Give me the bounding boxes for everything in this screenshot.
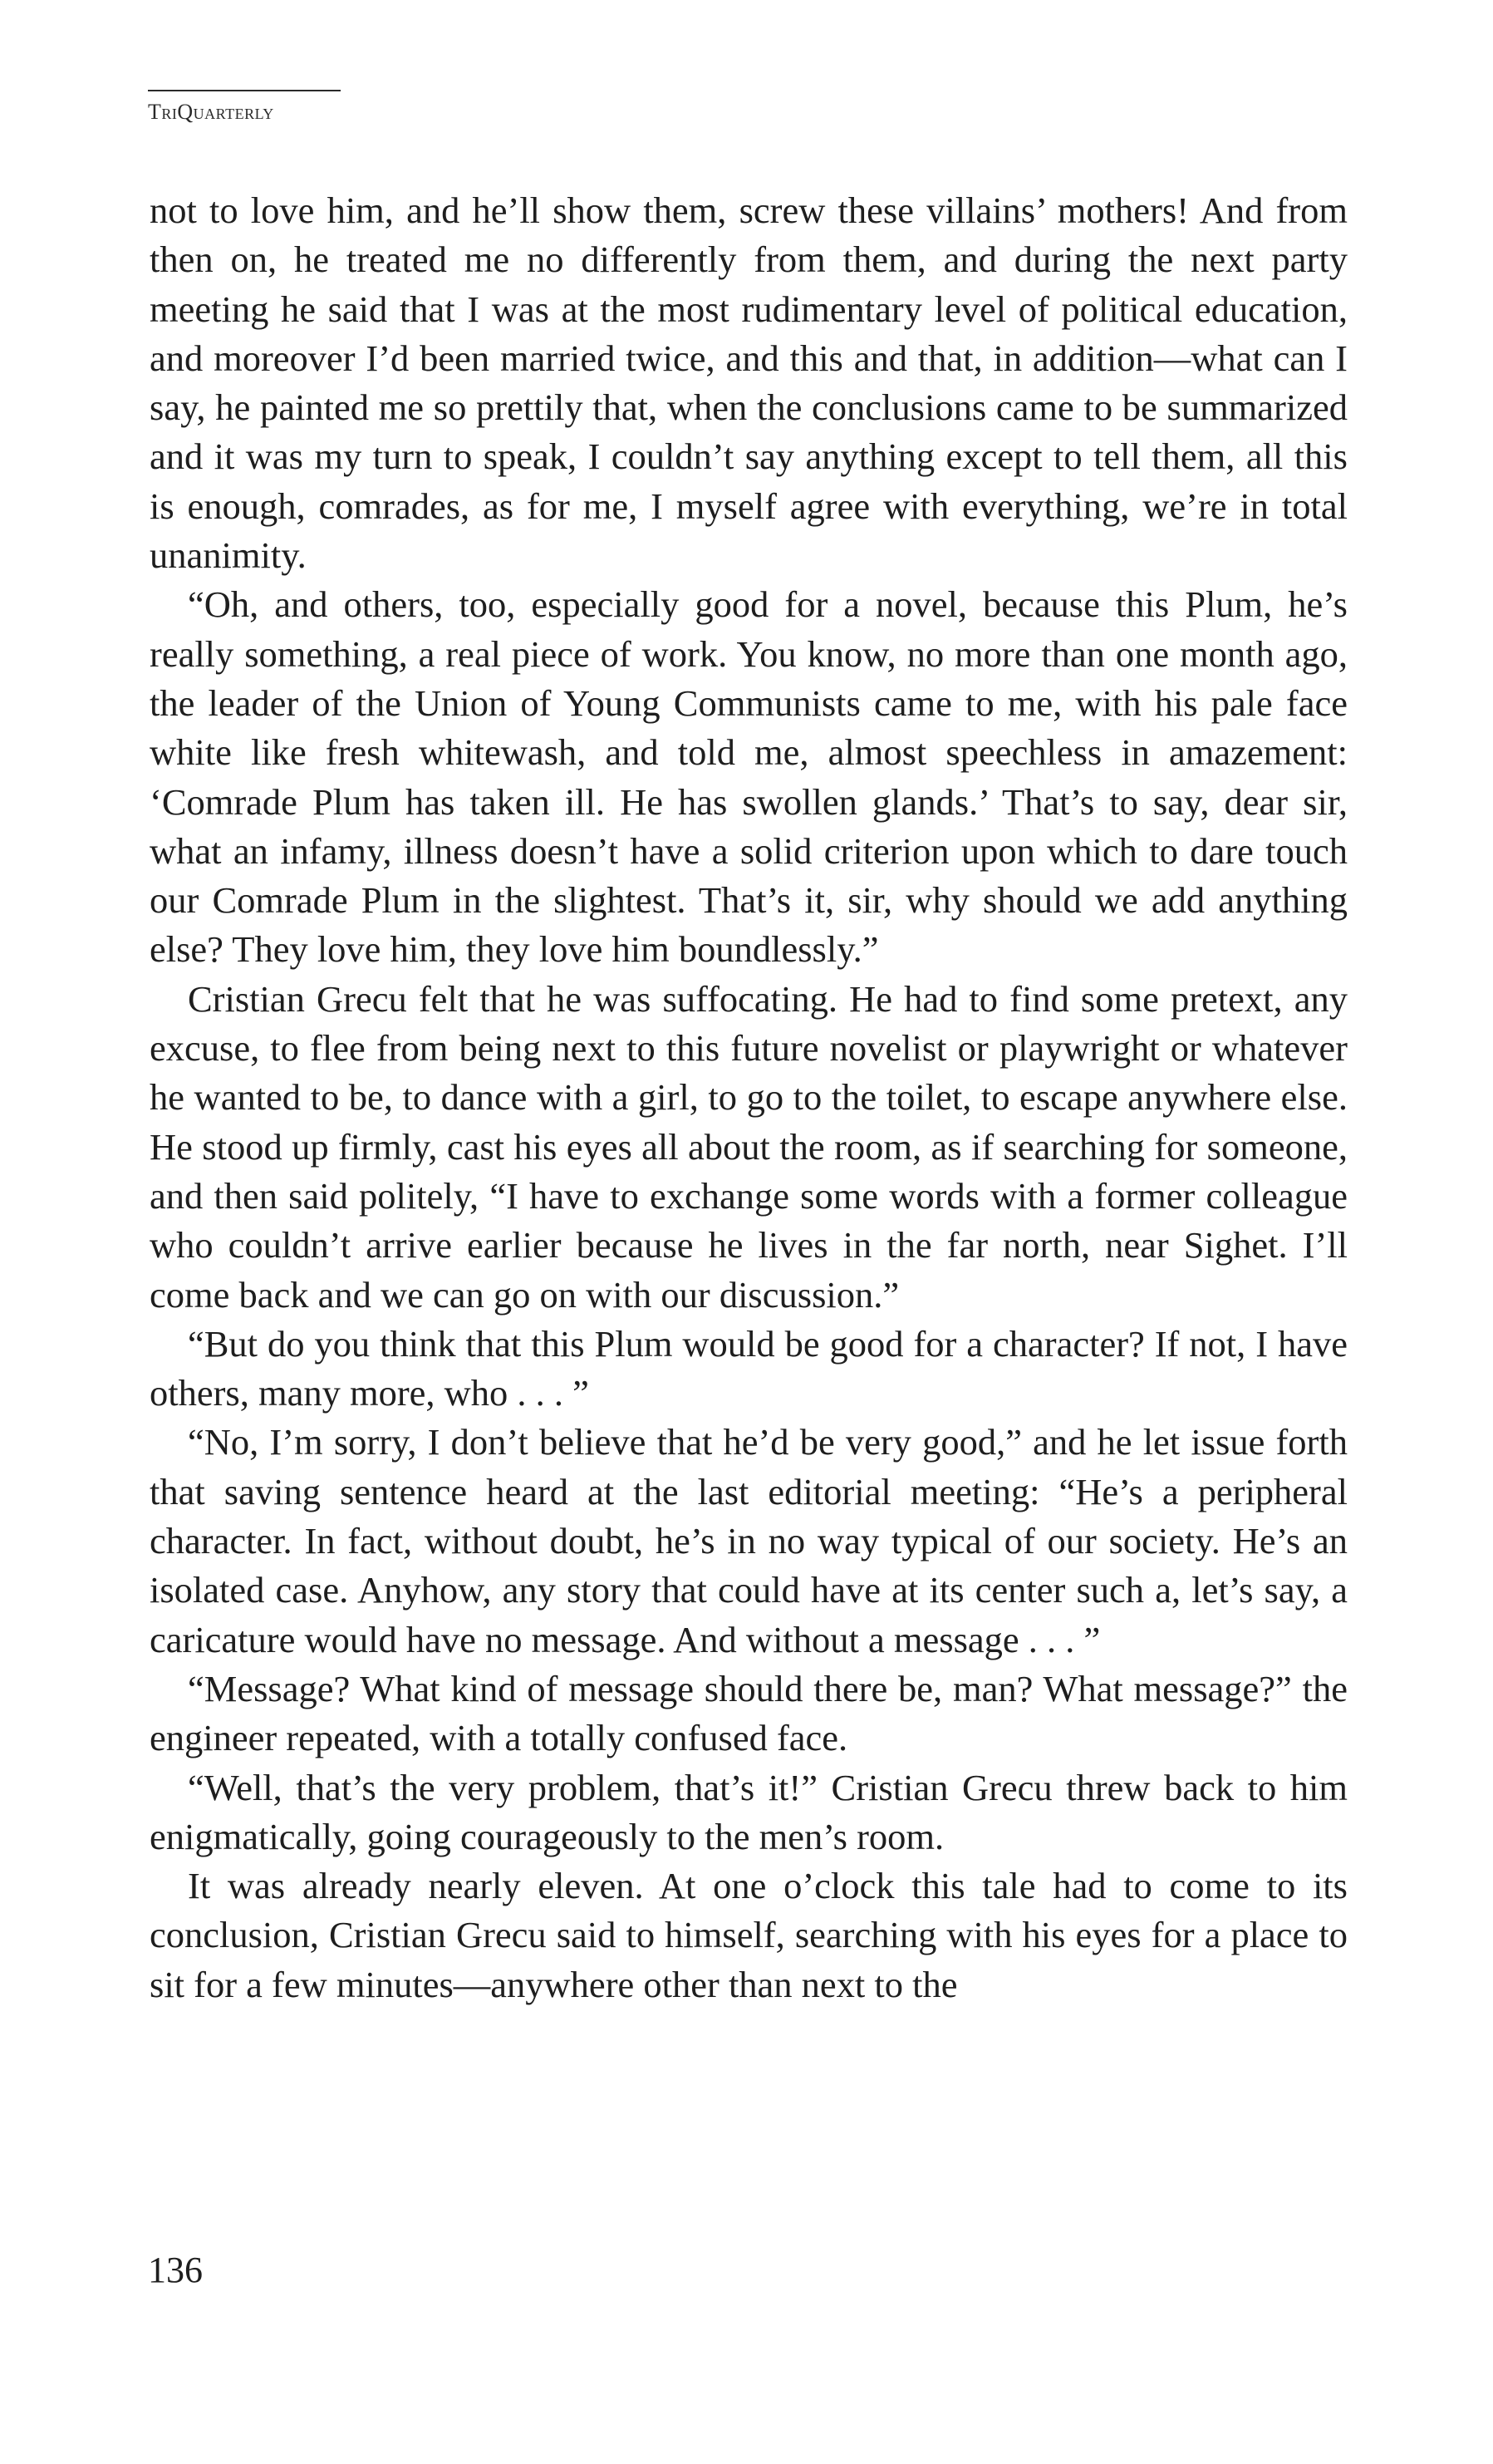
body-text	[150, 186, 1348, 2009]
paragraph: It was already nearly eleven. At one o’clock this tale had to come to its conclusion, Cristian Grecu said to himself, searching with his eyes for a place to sit for a few minutes—anywhere other than next to the	[150, 1865, 1348, 2005]
journal-title: TriQuarterly	[148, 100, 274, 124]
paragraph: “Well, that’s the very problem, that’s it!” Cristian Grecu threw back to him enigmatically, going courageously to the men’s room.	[150, 1766, 1348, 1857]
running-head-rule	[148, 90, 341, 91]
paragraph: “But do you think that this Plum would be good for a character? If not, I have others, many more, who . . . ”	[150, 1322, 1348, 1414]
running-head	[148, 90, 347, 125]
paragraph: “Oh, and others, too, especially good for a novel, because this Plum, he’s really something, a real piece of work. You know, no more than one month ago, the leader of the Union of Young Communists came to me, with his pale face white like fresh whitewash, and told me, almost speechless in amazement: ‘Comrade Plum has taken ill. He has swollen glands.’ That’s to say, dear sir, what an infamy, illness doesn’t have a solid criterion upon which to dare touch our Comrade Plum in the slightest. That’s it, sir, why should we add anything else? They love him, they love him boundlessly.”	[150, 583, 1348, 971]
page-number: 136	[148, 2250, 203, 2290]
paragraph: “No, I’m sorry, I don’t believe that he’d be very good,” and he let issue forth that saving sentence heard at the last editorial meeting: “He’s a peripheral character. In fact, without doubt, he’s in no way typical of our society. He’s an isolated case. Anyhow, any story that could have at its center such a, let’s say, a caricature would have no message. And without a message . . . ”	[150, 1421, 1348, 1660]
paragraph: Cristian Grecu felt that he was suffocating. He had to find some pretext, any excuse, to flee from being next to this future novelist or playwright or whatever he wanted to be, to dance with a girl, to go to the toilet, to escape anywhere else. He stood up firmly, cast his eyes all about the room, as if searching for someone, and then said politely, “I have to exchange some words with a former colleague who couldn’t arrive earlier because he lives in the far north, near Sighet. I’ll come back and we can go on with our discussion.”	[150, 977, 1348, 1316]
paragraph: “Message? What kind of message should there be, man? What message?” the engineer repeated, with a totally confused face.	[150, 1667, 1348, 1759]
paragraph: not to love him, and he’ll show them, screw these villains’ mothers! And from then on, he treated me no differently from them, and during the next party meeting he said that I was at the most rudimentary level of political education, and moreover I’d been married twice, and this and that, in addition—what can I say, he painted me so prettily that, when the conclusions came to be summarized and it was my turn to speak, I couldn’t say anything except to tell them, all this is enough, comrades, as for me, I myself agree with everything, we’re in total unanimity.	[150, 189, 1348, 577]
